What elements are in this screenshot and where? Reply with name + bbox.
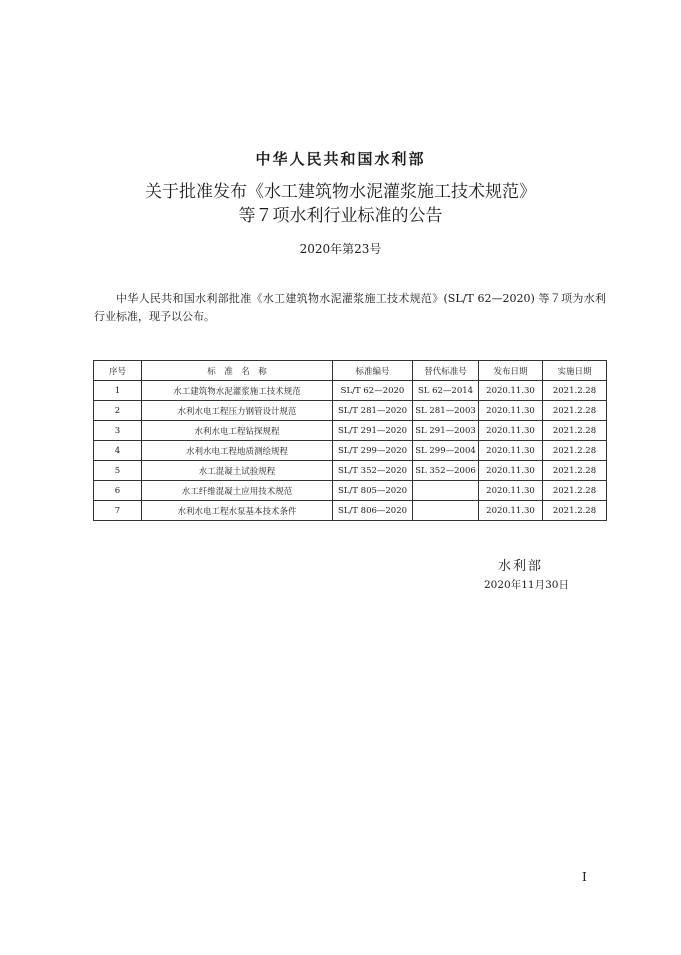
cell-issue-date: 2020.11.30 — [479, 401, 543, 421]
body-paragraph: 中华人民共和国水利部批准《水工建筑物水泥灌浆施工技术规范》(SL/T 62—2020) 等７项为水利行业标准，现予以公布。 — [94, 292, 606, 323]
cell-name: 水利水电工程水泵基本技术条件 — [142, 501, 333, 521]
table-row — [94, 401, 607, 421]
cell-seq: 2 — [94, 401, 142, 421]
page-number: I — [582, 870, 587, 884]
cell-code: SL/T 352—2020 — [333, 461, 413, 481]
cell-code: SL/T 299—2020 — [333, 441, 413, 461]
cell-code: SL/T 806—2020 — [333, 501, 413, 521]
cell-replaced: SL 352—2006 — [413, 461, 479, 481]
cell-name: 水利水电工程压力钢管设计规范 — [142, 401, 333, 421]
cell-seq: 5 — [94, 461, 142, 481]
notice-title — [0, 180, 681, 228]
table-row — [94, 381, 607, 401]
cell-issue-date: 2020.11.30 — [479, 381, 543, 401]
cell-name: 水工纤维混凝土应用技术规范 — [142, 481, 333, 501]
cell-code: SL/T 805—2020 — [333, 481, 413, 501]
ministry-header: 中华人民共和国水利部 — [255, 150, 426, 168]
cell-effective-date: 2021.2.28 — [543, 501, 607, 521]
table-row — [94, 441, 607, 461]
table-row — [94, 481, 607, 501]
table-header-row — [94, 361, 607, 381]
signature-date: 2020年11月30日 — [484, 579, 569, 591]
cell-seq: 4 — [94, 441, 142, 461]
header-name: 标 准 名 称 — [142, 361, 333, 381]
cell-effective-date: 2021.2.28 — [543, 421, 607, 441]
cell-replaced: SL 62—2014 — [413, 381, 479, 401]
cell-replaced — [413, 481, 479, 501]
cell-replaced: SL 299—2004 — [413, 441, 479, 461]
cell-effective-date: 2021.2.28 — [543, 461, 607, 481]
table-row — [94, 421, 607, 441]
cell-name: 水工建筑物水泥灌浆施工技术规范 — [142, 381, 333, 401]
cell-seq: 3 — [94, 421, 142, 441]
cell-code: SL/T 281—2020 — [333, 401, 413, 421]
signature-organization: 水利部 — [498, 559, 544, 574]
cell-name: 水工混凝土试验规程 — [142, 461, 333, 481]
table-row — [94, 461, 607, 481]
cell-code: SL/T 291—2020 — [333, 421, 413, 441]
table-row — [94, 501, 607, 521]
cell-issue-date: 2020.11.30 — [479, 461, 543, 481]
cell-effective-date: 2021.2.28 — [543, 381, 607, 401]
header-code: 标准编号 — [333, 361, 413, 381]
cell-effective-date: 2021.2.28 — [543, 401, 607, 421]
header-issue-date: 发布日期 — [479, 361, 543, 381]
cell-issue-date: 2020.11.30 — [479, 421, 543, 441]
header-effective-date: 实施日期 — [543, 361, 607, 381]
cell-issue-date: 2020.11.30 — [479, 501, 543, 521]
notice-title-line2: 等７项水利行业标准的公告 — [238, 206, 443, 226]
cell-seq: 1 — [94, 381, 142, 401]
notice-title-line1: 关于批准发布《水工建筑物水泥灌浆施工技术规范》 — [145, 182, 536, 202]
document-number: 2020年第23号 — [299, 242, 382, 256]
standards-table — [93, 360, 607, 521]
cell-code: SL/T 62—2020 — [333, 381, 413, 401]
cell-name: 水利水电工程地质测绘规程 — [142, 441, 333, 461]
header-seq: 序号 — [94, 361, 142, 381]
cell-issue-date: 2020.11.30 — [479, 441, 543, 461]
header-replaced: 替代标准号 — [413, 361, 479, 381]
cell-name: 水利水电工程钻探规程 — [142, 421, 333, 441]
cell-seq: 6 — [94, 481, 142, 501]
cell-issue-date: 2020.11.30 — [479, 481, 543, 501]
cell-effective-date: 2021.2.28 — [543, 441, 607, 461]
cell-replaced: SL 281—2003 — [413, 401, 479, 421]
cell-replaced — [413, 501, 479, 521]
cell-seq: 7 — [94, 501, 142, 521]
cell-replaced: SL 291—2003 — [413, 421, 479, 441]
cell-effective-date: 2021.2.28 — [543, 481, 607, 501]
